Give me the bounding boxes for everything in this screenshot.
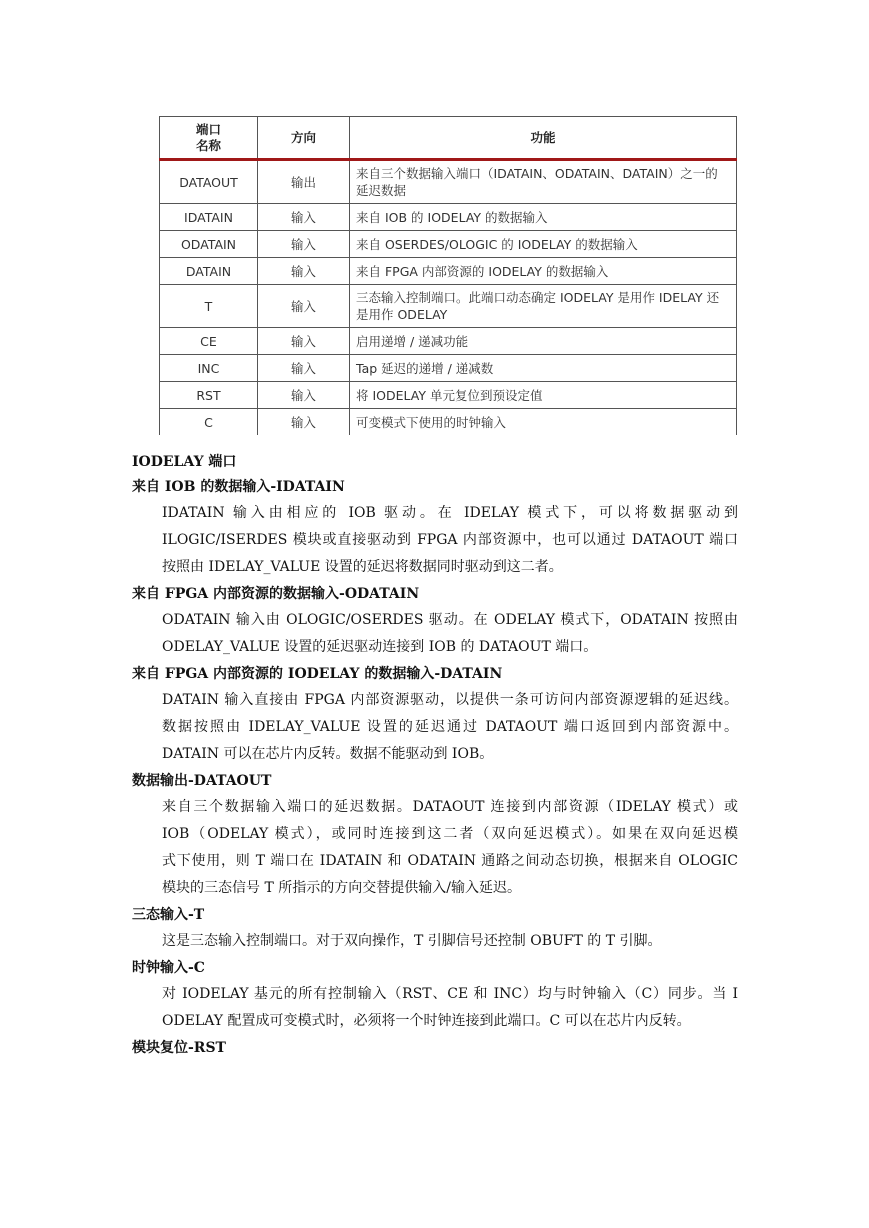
section-heading: 时钟输入-C (132, 960, 205, 976)
section-datain (132, 661, 738, 768)
function-cell: 来自 FPGA 内部资源的 IODELAY 的数据输入 (350, 258, 737, 285)
header-direction: 方向 (258, 117, 350, 160)
direction-cell: 输入 (258, 382, 350, 409)
paragraph-line: 来自三个数据输入端口的延迟数据。DATAOUT 连接到内部资源（IDELAY 模式）或 (162, 799, 738, 815)
paragraph-line: IDATAIN 输入由相应的 IOB 驱动。在 IDELAY 模式下，可以将数据驱动到 (162, 505, 738, 521)
port-cell: INC (160, 355, 258, 382)
header-function: 功能 (350, 117, 737, 160)
paragraph-line: 数据按照由 IDELAY_VALUE 设置的延迟通过 DATAOUT 端口返回到内部资源中。 (162, 719, 738, 735)
direction-cell: 输入 (258, 231, 350, 258)
document-body (132, 450, 738, 1061)
table-row (160, 382, 737, 409)
port-cell: RST (160, 382, 258, 409)
direction-cell: 输入 (258, 409, 350, 436)
function-cell: 启用递增 / 递减功能 (350, 328, 737, 355)
section-idatain (132, 474, 738, 581)
table-row (160, 285, 737, 328)
section-clock (132, 955, 738, 1035)
section-odatain (132, 581, 738, 661)
section-paragraph (162, 794, 738, 902)
port-table (159, 116, 737, 435)
table-row (160, 231, 737, 258)
paragraph-line: 式下使用，则 T 端口在 IDATAIN 和 ODATAIN 通路之间动态切换，根据来自 OLOGIC (162, 853, 738, 869)
direction-cell: 输入 (258, 204, 350, 231)
port-cell: DATAIN (160, 258, 258, 285)
direction-cell: 输入 (258, 355, 350, 382)
direction-cell: 输入 (258, 258, 350, 285)
section-heading: 来自 FPGA 内部资源的 IODELAY 的数据输入-DATAIN (132, 666, 503, 682)
section-paragraph (162, 981, 738, 1035)
direction-cell: 输出 (258, 160, 350, 204)
section-tristate (132, 902, 738, 955)
paragraph-line: 对 IODELAY 基元的所有控制输入（RST、CE 和 INC）均与时钟输入（C）同步。当 I (162, 986, 738, 1002)
paragraph-line: ODELAY 配置成可变模式时，必须将一个时钟连接到此端口。C 可以在芯片内反转。 (162, 1013, 691, 1029)
paragraph-line: ILOGIC/ISERDES 模块或直接驱动到 FPGA 内部资源中，也可以通过 DATAOUT 端口 (162, 532, 738, 548)
paragraph-line: DATAIN 输入直接由 FPGA 内部资源驱动，以提供一条可访问内部资源逻辑的延迟线。 (162, 692, 738, 708)
table-row (160, 328, 737, 355)
port-cell: T (160, 285, 258, 328)
port-cell: ODATAIN (160, 231, 258, 258)
table-row (160, 258, 737, 285)
section-paragraph (162, 687, 738, 768)
table-header-row (160, 117, 737, 160)
function-cell: 三态输入控制端口。此端口动态确定 IODELAY 是用作 IDELAY 还是用作 ODELAY (350, 285, 737, 328)
function-cell: 可变模式下使用的时钟输入 (350, 409, 737, 436)
paragraph-line: IOB（ODELAY 模式），或同时连接到这二者（双向延迟模式）。如果在双向延迟模 (162, 826, 738, 842)
section-heading: 来自 IOB 的数据输入-IDATAIN (132, 479, 345, 495)
section-paragraph (162, 607, 738, 661)
paragraph-line: DATAIN 可以在芯片内反转。数据不能驱动到 IOB。 (162, 746, 494, 762)
port-cell: DATAOUT (160, 160, 258, 204)
paragraph-line: ODELAY_VALUE 设置的延迟驱动连接到 IOB 的 DATAOUT 端口。 (162, 639, 598, 655)
section-reset (132, 1035, 738, 1061)
port-cell: CE (160, 328, 258, 355)
direction-cell: 输入 (258, 328, 350, 355)
section-heading: 数据输出-DATAOUT (132, 773, 272, 789)
function-cell: 将 IODELAY 单元复位到预设定值 (350, 382, 737, 409)
paragraph-line: 这是三态输入控制端口。对于双向操作，T 引脚信号还控制 OBUFT 的 T 引脚。 (162, 933, 662, 949)
port-cell: IDATAIN (160, 204, 258, 231)
table-row (160, 355, 737, 382)
section-paragraph (162, 928, 738, 955)
table-caption: IODELAY 端口 (132, 454, 237, 470)
direction-cell: 输入 (258, 285, 350, 328)
section-heading: 来自 FPGA 内部资源的数据输入-ODATAIN (132, 586, 420, 602)
paragraph-line: ODATAIN 输入由 OLOGIC/OSERDES 驱动。在 ODELAY 模式下，ODATAIN 按照由 (162, 612, 738, 628)
header-port-name: 端口 名称 (160, 117, 258, 160)
paragraph-line: 模块的三态信号 T 所指示的方向交替提供输入/输入延迟。 (162, 880, 521, 896)
table-row (160, 204, 737, 231)
section-paragraph (162, 500, 738, 581)
function-cell: Tap 延迟的递增 / 递减数 (350, 355, 737, 382)
paragraph-line: 按照由 IDELAY_VALUE 设置的延迟将数据同时驱动到这二者。 (162, 559, 563, 575)
section-heading: 模块复位-RST (132, 1040, 226, 1056)
table-row (160, 160, 737, 204)
function-cell: 来自 IOB 的 IODELAY 的数据输入 (350, 204, 737, 231)
section-heading: 三态输入-T (132, 907, 205, 923)
port-table-figure (159, 116, 736, 435)
table-row (160, 409, 737, 436)
function-cell: 来自 OSERDES/OLOGIC 的 IODELAY 的数据输入 (350, 231, 737, 258)
function-cell: 来自三个数据输入端口（IDATAIN、ODATAIN、DATAIN）之一的延迟数据 (350, 160, 737, 204)
section-dataout (132, 768, 738, 902)
port-cell: C (160, 409, 258, 436)
